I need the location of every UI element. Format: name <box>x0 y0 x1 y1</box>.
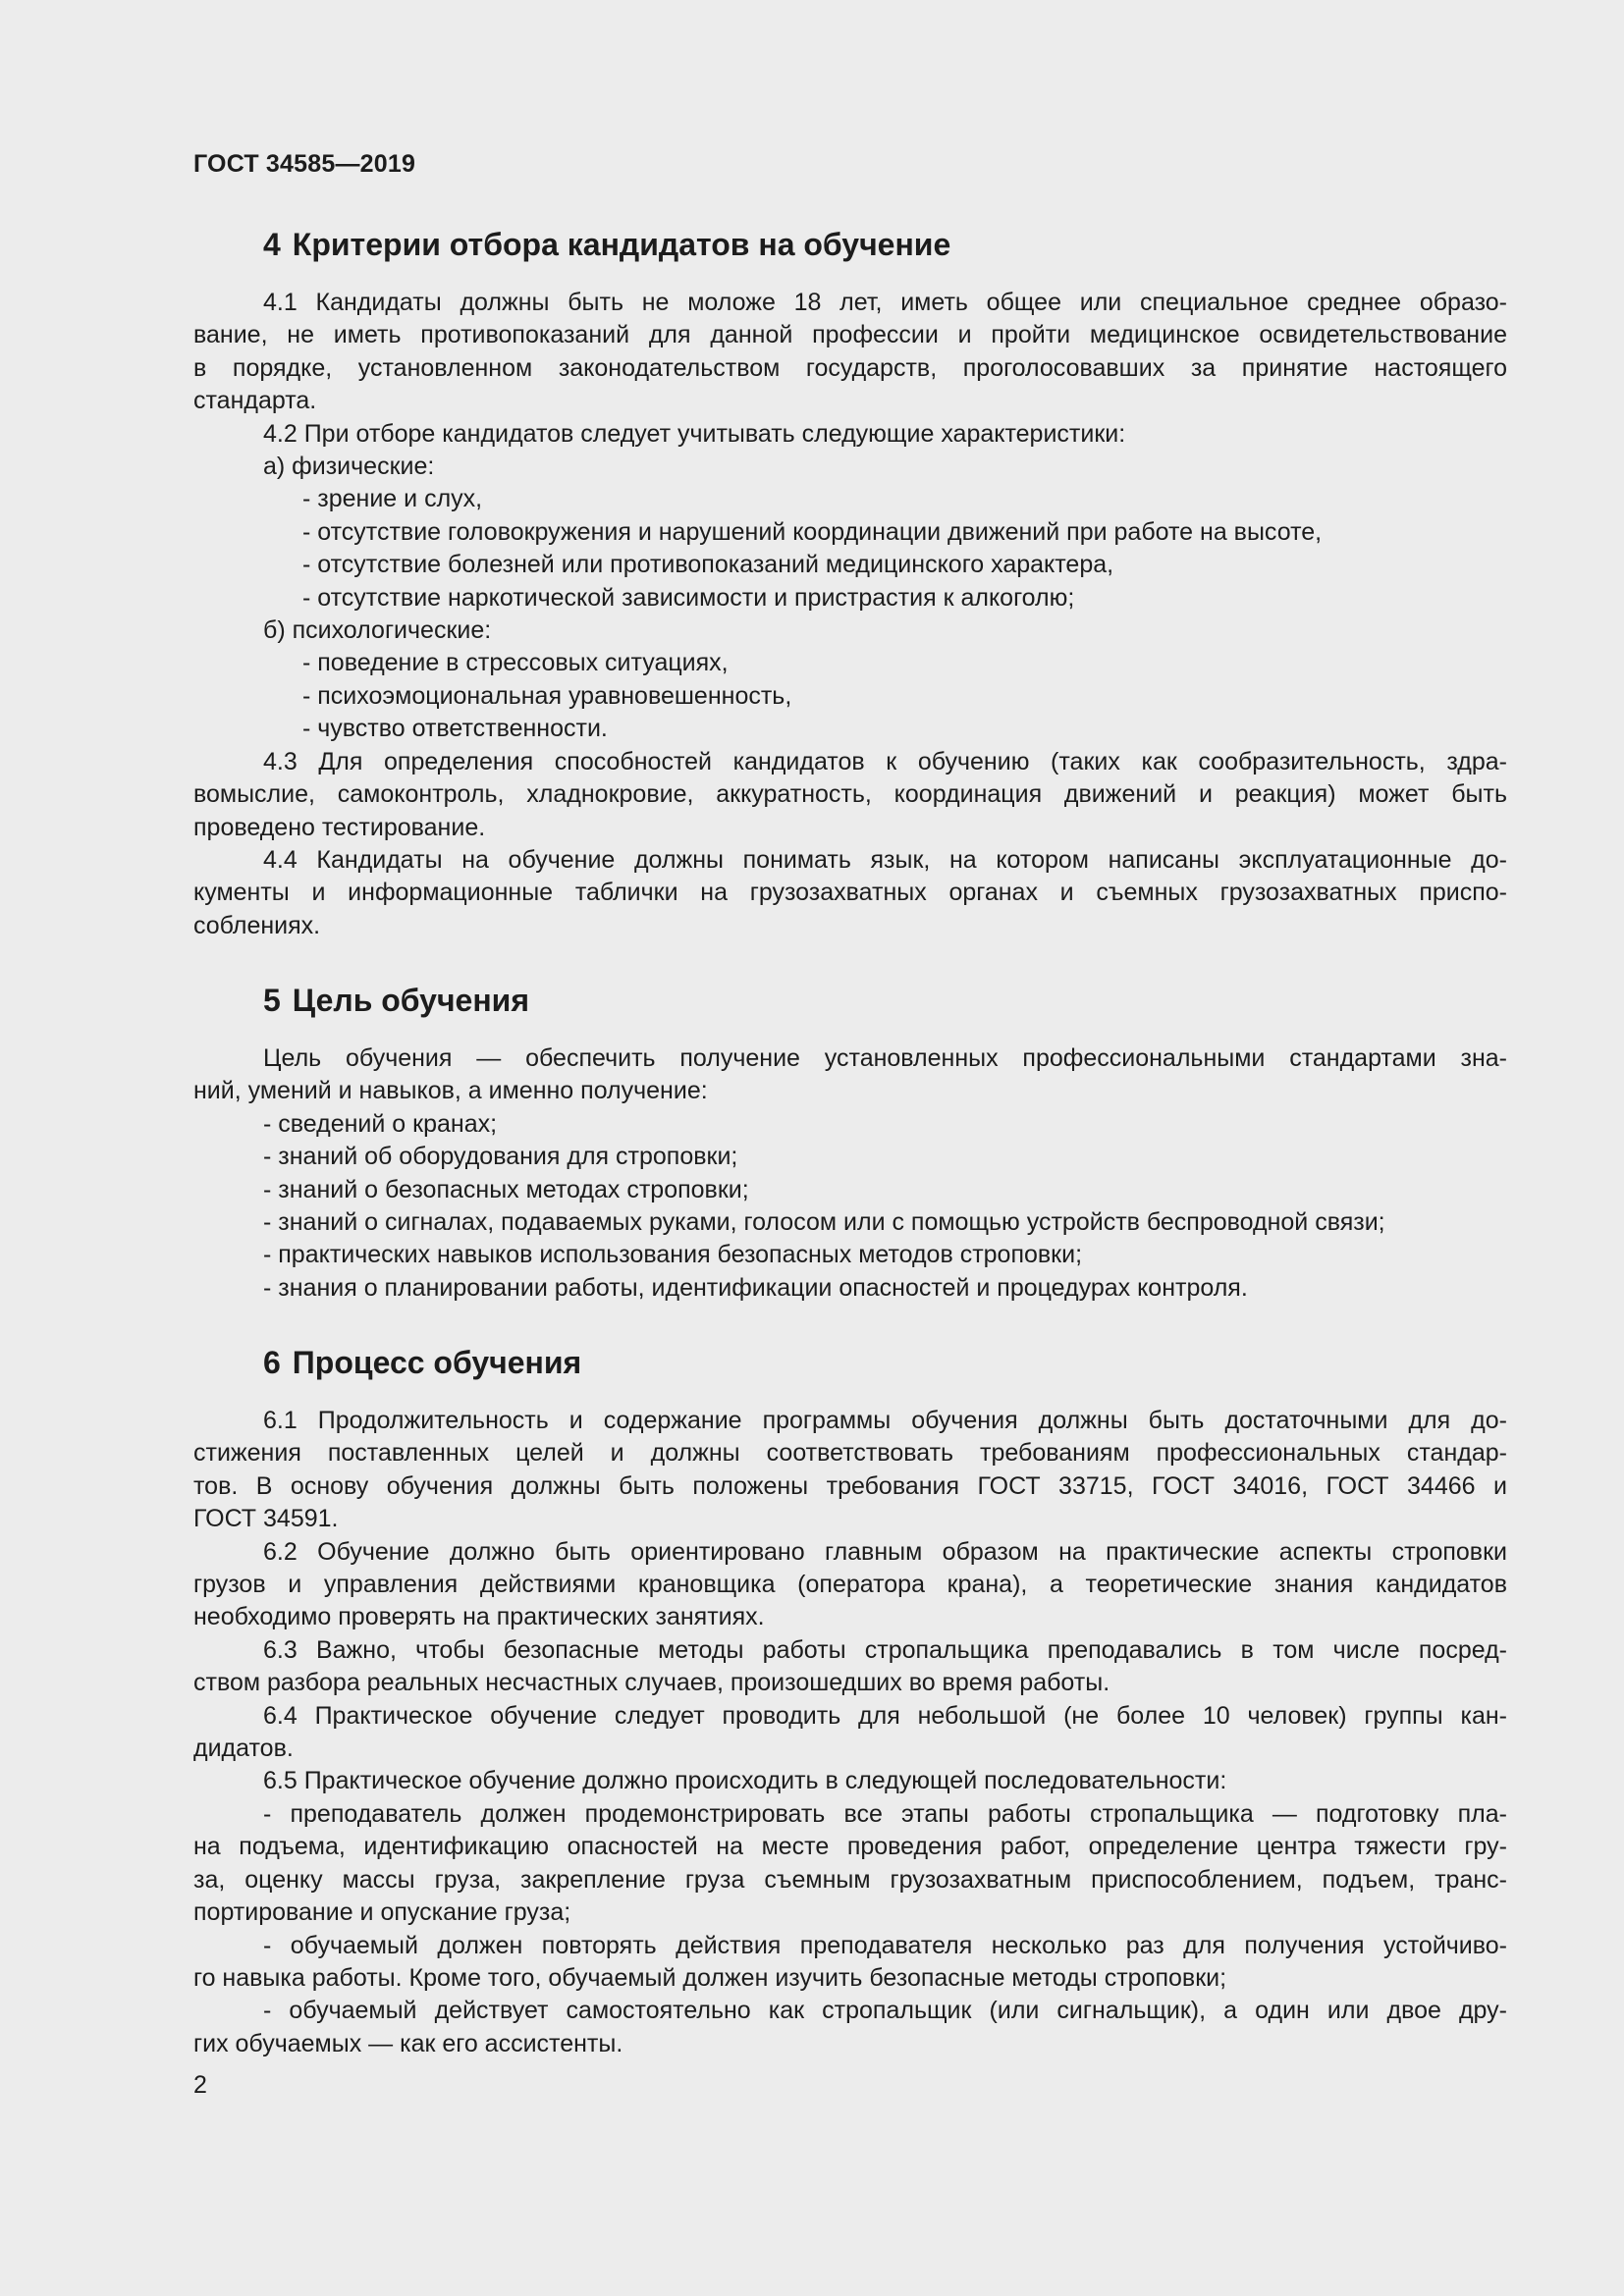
section-6-body <box>193 1405 1507 2060</box>
text-line: кументы и информационные таблички на грузозахватных органах и съемных грузозахватных приспо- <box>193 879 1507 907</box>
list-item: - психоэмоциональная уравновешенность, <box>302 681 792 710</box>
text-line: 4.3 Для определения способностей кандидатов к обучению (таких как сообразительность, здра- <box>263 747 1507 775</box>
section-6-heading <box>263 1343 581 1382</box>
text-line: вание, не иметь противопоказаний для данной профессии и пройти медицинское освидетельствование <box>193 321 1507 349</box>
list-item: - отсутствие головокружения и нарушений координации движений при работе на высоте, <box>302 517 1323 546</box>
list-item: - поведение в стрессовых ситуациях, <box>302 649 729 677</box>
list-item: - сведений о кранах; <box>263 1109 498 1138</box>
section-5-body <box>193 1042 1507 1305</box>
list-label: б) психологические: <box>263 616 492 645</box>
section-4-body <box>193 287 1507 942</box>
text-line: 6.1 Продолжительность и содержание программы обучения должны быть достаточными для до- <box>263 1407 1507 1434</box>
section-5-number: 5 <box>263 983 281 1018</box>
page-number: 2 <box>193 2071 207 2099</box>
section-4-number: 4 <box>263 227 281 262</box>
text-line: необходимо проверять на практических занятиях. <box>193 1603 765 1631</box>
text-line: проведено тестирование. <box>193 813 486 841</box>
section-4-title: Критерии отбора кандидатов на обучение <box>292 227 951 262</box>
section-5-heading <box>263 981 529 1020</box>
list-item: - зрение и слух, <box>302 485 483 513</box>
list-item: - отсутствие болезней или противопоказаний медицинского характера, <box>302 551 1114 579</box>
text-line: гих обучаемых — как его ассистенты. <box>193 2029 623 2057</box>
text-line: стижения поставленных целей и должны соответствовать требованиям профессиональных стандар- <box>193 1439 1507 1468</box>
text-line: 4.4 Кандидаты на обучение должны понимать язык, на котором написаны эксплуатационные до- <box>263 845 1507 874</box>
list-item: - знания о планировании работы, идентификации опасностей и процедурах контроля. <box>263 1273 1248 1302</box>
text-line: на подъема, идентификацию опасностей на месте проведения работ, определение центра тяжести гру- <box>193 1833 1507 1861</box>
text-line: ний, умений и навыков, а именно получение: <box>193 1077 708 1105</box>
text-line: соблениях. <box>193 911 321 939</box>
section-4-heading <box>263 225 950 264</box>
list-item: - чувство ответственности. <box>302 715 608 743</box>
text-line: 6.3 Важно, чтобы безопасные методы работы стропальщика преподавались в том числе посред- <box>263 1635 1507 1664</box>
text-line: грузов и управления действиями крановщика (оператора крана), а теоретические знания кандидатов <box>193 1571 1507 1599</box>
text-line: 4.1 Кандидаты должны быть не моложе 18 лет, иметь общее или специальное среднее образо- <box>263 289 1507 316</box>
text-line: 6.4 Практическое обучение следует проводить для небольшой (не более 10 человек) группы кан- <box>263 1701 1507 1730</box>
text-line: 4.2 При отборе кандидатов следует учитывать следующие характеристики: <box>263 419 1126 448</box>
text-line: вомыслие, самоконтроль, хладнокровие, аккуратность, координация движений и реакция) может быть <box>193 780 1507 809</box>
list-label: а) физические: <box>263 453 435 481</box>
list-item: - практических навыков использования безопасных методов строповки; <box>263 1241 1083 1269</box>
text-line: за, оценку массы груза, закрепление груза съемным грузозахватным приспособлением, подъем, транс- <box>193 1865 1507 1894</box>
list-item: - преподаватель должен продемонстрировать все этапы работы стропальщика — подготовку пла- <box>263 1799 1507 1828</box>
section-5-title: Цель обучения <box>292 983 529 1018</box>
text-line: тов. В основу обучения должны быть положены требования ГОСТ 33715, ГОСТ 34016, ГОСТ 34466 и <box>193 1471 1507 1500</box>
text-line: 6.5 Практическое обучение должно происходить в следующей последовательности: <box>263 1767 1227 1795</box>
document-id: ГОСТ 34585—2019 <box>193 150 416 178</box>
list-item: - знаний об оборудования для строповки; <box>263 1143 738 1171</box>
list-item: - обучаемый должен повторять действия преподавателя несколько раз для получения устойчиво- <box>263 1931 1507 1959</box>
text-line: в порядке, установленном законодательством государств, проголосовавших за принятие настоящего <box>193 353 1507 382</box>
text-line: ГОСТ 34591. <box>193 1505 339 1533</box>
text-line: портирование и опускание груза; <box>193 1898 571 1927</box>
list-item: - знаний о безопасных методах строповки; <box>263 1175 749 1203</box>
text-line: Цель обучения — обеспечить получение установленных профессиональными стандартами зна- <box>263 1044 1507 1072</box>
section-6-number: 6 <box>263 1345 281 1380</box>
section-6-title: Процесс обучения <box>292 1345 582 1380</box>
list-item: - отсутствие наркотической зависимости и пристрастия к алкоголю; <box>302 583 1075 612</box>
list-item: - обучаемый действует самостоятельно как стропальщик (или сигнальщик), а один или двое дру- <box>263 1997 1507 2025</box>
text-line: 6.2 Обучение должно быть ориентировано главным образом на практические аспекты строповки <box>263 1537 1507 1566</box>
text-line: дидатов. <box>193 1735 294 1763</box>
text-line: стандарта. <box>193 387 317 415</box>
text-line: го навыка работы. Кроме того, обучаемый должен изучить безопасные методы строповки; <box>193 1963 1227 1992</box>
text-line: ством разбора реальных несчастных случаев, произошедших во время работы. <box>193 1669 1110 1697</box>
list-item: - знаний о сигналах, подаваемых руками, голосом или с помощью устройств беспроводной связи; <box>263 1208 1385 1237</box>
